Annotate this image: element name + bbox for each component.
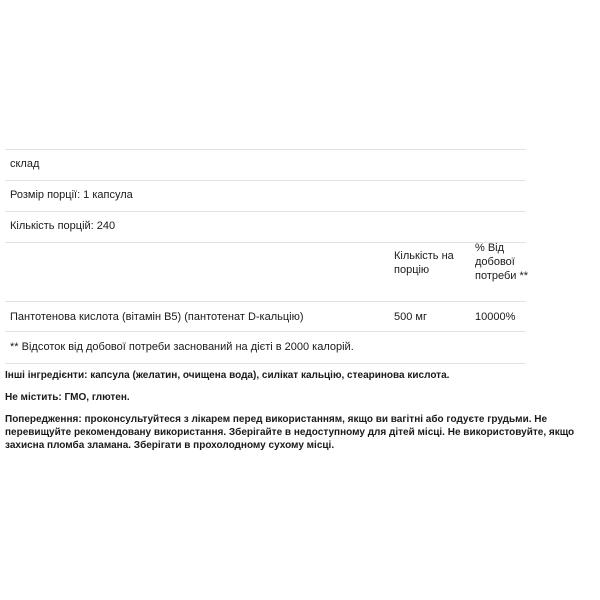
amount-column-header: Кількість на порцію bbox=[394, 250, 454, 276]
nutrient-amount: 500 мг bbox=[394, 311, 427, 323]
free-from-statement: Не містить: ГМО, глютен. bbox=[5, 392, 130, 403]
serving-size-row bbox=[5, 180, 526, 211]
other-ingredients: Інші інгредієнти: капсула (желатин, очищена вода), силікат кальцію, стеаринова кислота. bbox=[5, 370, 450, 381]
daily-value-footnote: ** Відсоток від добової потреби заснований на дієті в 2000 калорій. bbox=[10, 341, 354, 353]
warning-statement: Попередження: проконсультуйтеся з лікарем перед використанням, якщо ви вагітні або годуєте грудьми. Не перевищуйте рекомендовану використання. Зберігайте в недоступному для дітей місці. Не використовуйте, якщо захисна пломба зламана. Зберігати в прохолодному сухому місці. bbox=[5, 414, 575, 451]
product-notes bbox=[5, 369, 595, 452]
footnote-row bbox=[5, 331, 526, 363]
table-header-row bbox=[5, 242, 529, 301]
serving-size: Розмір порції: 1 капсула bbox=[10, 189, 133, 201]
facts-title: склад bbox=[10, 158, 40, 170]
servings-row bbox=[5, 211, 526, 242]
facts-title-row bbox=[5, 149, 526, 180]
servings-per-container: Кількість порцій: 240 bbox=[10, 220, 116, 232]
daily-value-column-header: % Від добової потреби ** bbox=[475, 242, 529, 282]
nutrient-row bbox=[5, 301, 526, 331]
nutrient-name: Пантотенова кислота (вітамін B5) (пантотенат D-кальцію) bbox=[10, 311, 304, 323]
supplement-facts-table bbox=[5, 149, 529, 364]
nutrient-daily-value: 10000% bbox=[475, 311, 516, 323]
table-bottom-border bbox=[5, 363, 526, 364]
